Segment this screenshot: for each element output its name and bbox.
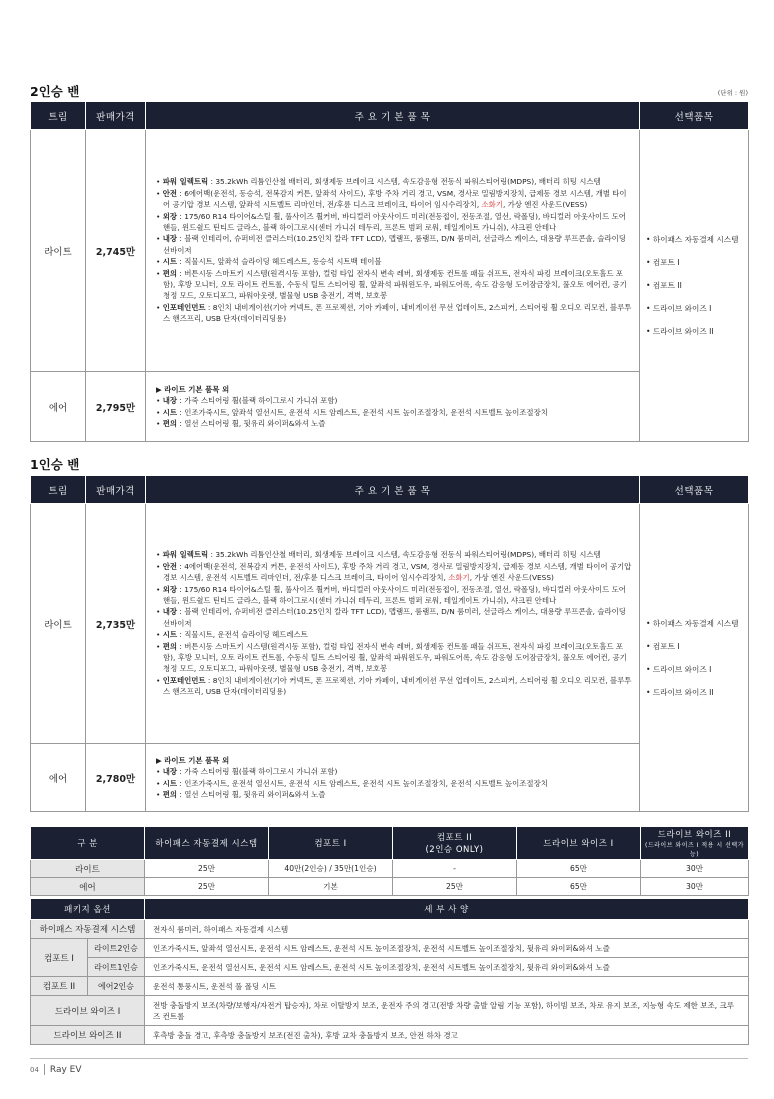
col-package: 패키지 옵션: [31, 899, 145, 920]
footer: [30, 1064, 82, 1075]
feature-item: • 편의 : 버튼시동 스마트키 시스템(원격시동 포함), 컬럼 타입 전자식 변속 레버, 회생제동 컨트롤 패들 쉬프트, 전자식 파킹 브레이크(오토홀드 포함), 후방 모니터, 오토 라이트 컨트롤, 수동식 틸트 스티어링 휠, 앞좌석 파워윈도우, 파워도어록, 속도 감응형 도어잠금장치, 풀오토 에어컨, 공기청정 모드, 오토디포그, 파워아웃렛, 별물형 USB 충전기, 격벽, 보호봉: [156, 268, 627, 301]
option-item: • 하이패스 자동결제 시스템: [646, 618, 739, 628]
table-row: [31, 920, 749, 939]
table-row: [31, 1026, 749, 1045]
col-category: 구 분: [31, 827, 145, 860]
col-trim: 트림: [31, 102, 86, 130]
feature-header: ▶ 라이트 기본 품목 외: [156, 755, 230, 765]
package-table: [30, 898, 749, 1045]
col-comfort2: 컴포트 II (2인승 ONLY): [393, 827, 517, 860]
feature-list: [146, 372, 640, 442]
option-item: • 컴포트 II: [646, 281, 682, 290]
option-item: • 드라이브 와이즈 I: [646, 304, 712, 313]
feature-item: • 시트 : 직물시트, 앞좌석 슬라이딩 헤드레스트, 동승석 시트백 테이블: [156, 257, 382, 267]
trim-name: 에어: [31, 744, 86, 812]
option-item: • 드라이브 와이즈 II: [646, 327, 714, 336]
trim-price: 2,780만: [86, 744, 146, 812]
feature-item: • 파워 일렉트릭 : 35.2kWh 리튬인산철 배터리, 회생제동 브레이크 시스템, 속도감응형 전동식 파워스티어링(MDPS), 배터리 히팅 시스템: [156, 177, 601, 187]
trim-price: 2,745만: [86, 130, 146, 372]
package-name: 하이패스 자동결제 시스템: [31, 920, 145, 939]
feature-header: ▶ 라이트 기본 품목 외: [156, 384, 230, 394]
option-item: • 드라이브 와이즈 I: [646, 664, 712, 674]
feature-list: [146, 504, 640, 744]
price-cell: 65만: [517, 878, 641, 896]
table-row: [31, 996, 749, 1026]
feature-item: • 외장 : 175/60 R14 타이어&스틸 휠, 풀사이즈 휠커버, 바디컬러 아웃사이드 미러(전동접이, 전동조절, 열선, 락폴딩), 바디컬러 아웃사이드 도어핸들, 윈드쉴드 틴티드 글라스, 블랙 하이그로시(센터 가니쉬 테두리, 프론트 범퍼 로워, 테일게이트 가니쉬), 샤크핀 안테나: [156, 584, 626, 605]
feature-item: • 내장 : 블랙 인테리어, 슈퍼비전 클러스터(10.25인치 칼라 TFT LCD), 맵램프, 룸램프, D/N 룸미러, 선글라스 케이스, 대용량 루프콘솔, 슬라이딩 선바이저: [156, 234, 626, 255]
option-item: • 컴포트 I: [646, 258, 680, 267]
price-cell: -: [393, 860, 517, 878]
price-cell: 25만: [393, 878, 517, 896]
feature-item: • 내장 : 블랙 인테리어, 슈퍼비전 클러스터(10.25인치 칼라 TFT LCD), 맵램프, 룸램프, D/N 룸미러, 선글라스 케이스, 대용량 루프콘솔, 슬라이딩 선바이저: [156, 607, 626, 628]
package-sub: 라이트2인승: [88, 939, 145, 958]
col-features: 주 요 기 본 품 목: [146, 476, 640, 504]
footer-divider: [30, 1058, 748, 1059]
section-title-1seat: 1인승 밴: [30, 457, 80, 472]
price-cell: 기본: [269, 878, 393, 896]
col-price: 판매가격: [86, 476, 146, 504]
price-cell: 40만(2인승) / 35만(1인승): [269, 860, 393, 878]
package-name: 드라이브 와이즈 II: [31, 1026, 145, 1045]
footer-brand: Ray EV: [49, 1065, 82, 1075]
col-options: 선택품목: [640, 476, 749, 504]
price-cell: 25만: [145, 860, 269, 878]
feature-item: • 편의 : 열선 스티어링 휠, 뒷유리 와이퍼&와셔 노즐: [156, 789, 326, 799]
trim-price: 2,735만: [86, 504, 146, 744]
col-trim: 트림: [31, 476, 86, 504]
option-item: • 컴포트 I: [646, 641, 680, 651]
package-detail: 운전석 통풍시트, 운전석 풀 폴딩 시트: [145, 977, 749, 996]
col-options: 선택품목: [640, 102, 749, 130]
row-label: 라이트: [31, 860, 145, 878]
page-number: 04: [30, 1066, 39, 1074]
table-row: [31, 878, 749, 896]
package-detail: 인조가죽시트, 운전석 열선시트, 운전석 시트 암레스트, 운전석 시트 높이조절장치, 운전석 시트벨트 높이조절장치, 뒷유리 와이퍼&와셔 노즐: [145, 958, 749, 977]
feature-item: • 안전 : 4에어백(운전석, 전복감지 커튼, 운전석 사이드), 후방 주차 거리 경고, VSM, 경사로 밀림방지장치, 급제동 경보 시스템, 개별 타이어 공기압 경보 시스템, 운전석 시트벨트 리마인더, 전/후륜 디스크 브레이크, 타이어 임시수리장치, 소화기, 가상 엔진 사운드(VESS): [156, 561, 632, 583]
feature-item: • 파워 일렉트릭 : 35.2kWh 리튬인산철 배터리, 회생제동 브레이크 시스템, 속도감응형 전동식 파워스티어링(MDPS), 배터리 히팅 시스템: [156, 550, 601, 560]
feature-item: • 안전 : 6에어백(운전석, 동승석, 전복감지 커튼, 앞좌석 사이드), 후방 주차 거리 경고, VSM, 경사로 밀림방지장치, 급제동 경보 시스템, 개별 타이어 공기압 경보 시스템, 앞좌석 시트벨트 리마인더, 전/후륜 디스크 브레이크, 타이어 임시수리장치, 소화기, 가상 엔진 사운드(VESS): [156, 188, 627, 210]
feature-item: • 시트 : 직물시트, 운전석 슬라이딩 헤드레스트: [156, 630, 308, 640]
trim-name: 라이트: [31, 130, 86, 372]
col-hipass: 하이패스 자동결제 시스템: [145, 827, 269, 860]
trim-name: 에어: [31, 372, 86, 442]
feature-item: • 내장 : 가죽 스티어링 휠(블랙 하이그로시 가니쉬 포함): [156, 396, 338, 406]
option-item: • 하이패스 자동결제 시스템: [646, 235, 739, 244]
row-label: 에어: [31, 878, 145, 896]
feature-list: [146, 130, 640, 372]
package-detail: 후측방 충돌 경고, 후측방 충돌방지 보조(전진 출차), 후방 교차 충돌방지 보조, 안전 하차 경고: [145, 1026, 749, 1045]
package-sub: 라이트1인승: [88, 958, 145, 977]
package-detail: 전방 충돌방지 보조(차량/보행자/자전거 탑승자), 차로 이탈방지 보조, 운전자 주의 경고(전방 차량 출발 알림 기능 포함), 하이빔 보조, 차로 유지 보조, 지능형 속도 제한 보조, 크루즈 컨트롤: [145, 996, 749, 1026]
spec-table-2seat: [30, 101, 749, 442]
price-cell: 65만: [517, 860, 641, 878]
package-sub: 에어2인승: [88, 977, 145, 996]
feature-item: • 외장 : 175/60 R14 타이어&스틸 휠, 풀사이즈 휠커버, 바디컬러 아웃사이드 미러(전동접이, 전동조절, 열선, 락폴딩), 바디컬러 아웃사이드 도어핸들, 윈드쉴드 틴티드 글라스, 블랙 하이그로시(센터 가니쉬 테두리, 프론트 범퍼 로워, 테일게이트 가니쉬), 샤크핀 안테나: [156, 211, 626, 232]
col-detail: 세 부 사 양: [145, 899, 749, 920]
feature-item: • 인포테인먼트 : 8인치 내비게이션(기아 커넥트, 폰 프로젝션, 기아 카페이, 내비게이션 무선 업데이트, 2스피커, 스티어링 휠 오디오 리모컨, 블루투스 핸즈프리, USB 단자(데이터리딩용): [156, 675, 632, 697]
feature-item: • 시트 : 인조가죽시트, 운전석 열선시트, 운전석 시트 암레스트, 운전석 시트 높이조절장치, 운전석 시트벨트 높이조절장치: [156, 778, 548, 788]
package-name: 컴포트 I: [31, 939, 88, 977]
col-drivewise2: 드라이브 와이즈 II (드라이브 와이즈 I 적용 시 선택가능): [641, 827, 749, 860]
table-row: [31, 860, 749, 878]
price-cell: 25만: [145, 878, 269, 896]
package-name: 컴포트 II: [31, 977, 88, 996]
trim-price: 2,795만: [86, 372, 146, 442]
feature-list: [146, 744, 640, 812]
package-name: 드라이브 와이즈 I: [31, 996, 145, 1026]
section-title-2seat: 2인승 밴: [30, 84, 80, 99]
feature-item: • 시트 : 인조가죽시트, 앞좌석 열선시트, 운전석 시트 암레스트, 운전석 시트 높이조절장치, 운전석 시트벨트 높이조절장치: [156, 407, 548, 417]
option-list: [640, 504, 749, 812]
col-comfort1: 컴포트 I: [269, 827, 393, 860]
spec-table-1seat: [30, 475, 749, 812]
footer-separator: [44, 1064, 45, 1075]
feature-item: • 편의 : 버튼시동 스마트키 시스템(원격시동 포함), 컬럼 타입 전자식 변속 레버, 회생제동 컨트롤 패들 쉬프트, 전자식 파킹 브레이크(오토홀드 포함), 후방 모니터, 오토 라이트 컨트롤, 수동식 틸트 스티어링 휠, 앞좌석 파워윈도우, 파워도어록, 속도 감응형 도어잠금장치, 풀오토 에어컨, 공기청정 모드, 오토디포그, 파워아웃렛, 별물형 USB 충전기, 격벽, 보호봉: [156, 641, 627, 674]
table-row: [31, 939, 749, 958]
col-price: 판매가격: [86, 102, 146, 130]
option-list: [640, 130, 749, 442]
package-detail: 전자식 룸미러, 하이패스 자동결제 시스템: [145, 920, 749, 939]
option-price-table: [30, 826, 749, 896]
col-drivewise1: 드라이브 와이즈 I: [517, 827, 641, 860]
feature-item: • 인포테인먼트 : 8인치 내비게이션(기아 커넥트, 폰 프로젝션, 기아 카페이, 내비게이션 무선 업데이트, 2스피커, 스티어링 휠 오디오 리모컨, 블루투스 핸즈프리, USB 단자(데이터리딩용): [156, 302, 632, 324]
table-row: [31, 958, 749, 977]
feature-item: • 내장 : 가죽 스티어링 휠(블랙 하이그로시 가니쉬 포함): [156, 767, 338, 777]
package-detail: 인조가죽시트, 앞좌석 열선시트, 운전석 시트 암레스트, 운전석 시트 높이조절장치, 운전석 시트벨트 높이조절장치, 뒷유리 와이퍼&와셔 노즐: [145, 939, 749, 958]
feature-item: • 편의 : 열선 스티어링 휠, 뒷유리 와이퍼&와셔 노즐: [156, 418, 326, 428]
unit-label: (단위 : 원): [717, 89, 748, 97]
option-item: • 드라이브 와이즈 II: [646, 687, 714, 697]
price-cell: 30만: [641, 860, 749, 878]
trim-name: 라이트: [31, 504, 86, 744]
price-cell: 30만: [641, 878, 749, 896]
col-features: 주 요 기 본 품 목: [146, 102, 640, 130]
table-row: [31, 977, 749, 996]
